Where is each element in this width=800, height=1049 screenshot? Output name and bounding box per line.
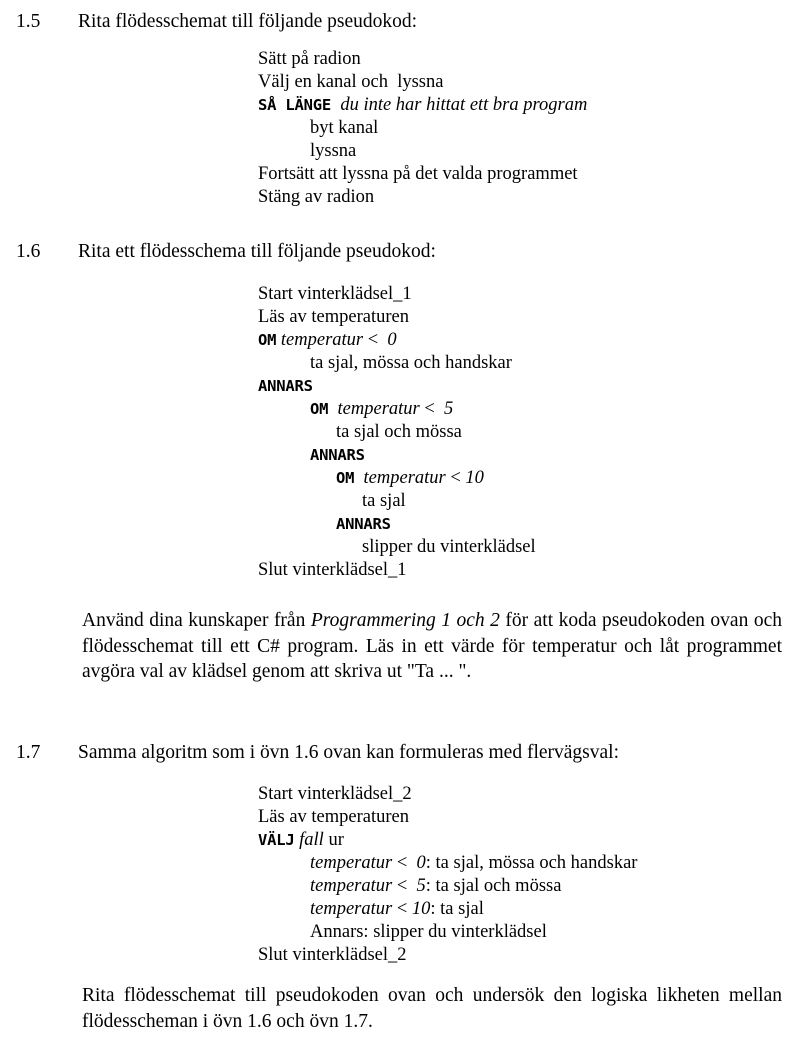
exercise-title: Samma algoritm som i övn 1.6 ovan kan formuleras med flervägsval: [78,742,620,763]
pseudocode-line [258,852,637,875]
pseudocode-line [258,490,536,513]
pseudocode-line [258,421,536,444]
pseudocode-regular-text: Läs av temperaturen [258,807,410,827]
exercise-1-5 [0,8,800,36]
pseudocode-line [258,48,587,71]
pseudocode-regular-text: Start vinterklädsel_2 [258,784,412,804]
pseudocode-line [258,513,536,536]
pseudocode-line [258,398,536,421]
pseudocode-italic-text: temperatur [310,876,393,896]
pseudocode-line [258,783,637,806]
pseudocode-italic-text: temperatur [337,399,420,419]
pseudocode-italic-text: temperatur [280,330,364,350]
pseudocode-line [258,117,587,140]
pseudocode-regular-text: < [419,399,440,419]
pseudocode-line [258,140,587,163]
pseudocode-regular-text: Sätt på radion [258,49,361,69]
pseudocode-regular-text [331,95,340,115]
pseudocode-regular-text: ur [323,830,344,850]
pseudocode-regular-text: Slut vinterklädsel_2 [258,945,407,965]
pseudocode-italic-text: temperatur [310,899,393,919]
pseudocode-keyword-text: ANNARS [336,515,391,533]
pseudocode-line [258,559,536,582]
pseudocode-regular-text: Annars: slipper du vinterklädsel [310,922,547,942]
paragraph-regular-text: Använd dina kunskaper från [82,610,311,631]
pseudocode-line [258,329,536,352]
pseudocode-regular-text: lyssna [310,141,357,161]
paragraph-regular-text: för att koda pseudokoden ovan och flödesschemat till ett [82,610,782,657]
exercise-heading [0,8,800,36]
pseudocode-italic-text: 10 [465,468,484,488]
pseudocode-line [258,944,637,967]
pseudocode-regular-text [328,399,337,419]
exercise-1-7 [0,739,800,767]
pseudocode-regular-text: < [445,468,466,488]
pseudocode-line [258,94,587,117]
exercise-number: 1.5 [16,11,41,32]
pseudocode-keyword-text: OM [336,469,355,487]
pseudocode-keyword-text: SÅ LÄNGE [258,96,332,114]
paragraph-regular-text: Rita flödesschemat till pseudokoden ovan och undersök den logiska likheten mellan flödesscheman i övn 1.6 och övn 1.7. [82,985,782,1032]
pseudocode-line [258,375,536,398]
pseudocode-keyword-text: ANNARS [258,377,313,395]
exercise-1-6 [0,238,800,266]
exercise-number: 1.6 [16,241,41,262]
pseudocode-regular-text: Slut vinterklädsel_1 [258,560,407,580]
pseudocode-regular-text: < [392,853,412,873]
pseudocode-regular-text: : ta sjal, mössa och handskar [425,853,638,873]
pseudocode-regular-text: < [392,876,412,896]
pseudocode-line [258,875,637,898]
paragraph-after-1-7 [82,983,782,1034]
pseudocode-regular-text: : ta sjal och mössa [425,876,562,896]
pseudocode-regular-text: : ta sjal [430,899,484,919]
pseudocode-line [258,806,637,829]
pseudocode-regular-text: Stäng av radion [258,187,375,207]
pseudocode-line [258,283,536,306]
exercise-number: 1.7 [16,742,41,763]
pseudocode-regular-text: slipper du vinterklädsel [362,537,536,557]
pseudocode-italic-text: temperatur [363,468,446,488]
pseudocode-line [258,467,536,490]
exercise-title: Rita ett flödesschema till följande pseudokod: [78,241,436,262]
pseudocode-italic-text: 10 [411,899,431,919]
pseudocode-line [258,186,587,209]
pseudocode-regular-text: Läs av temperaturen [258,307,410,327]
pseudocode-line [258,306,536,329]
pseudocode-line [258,921,637,944]
pseudocode-italic-text: 5 [439,399,454,419]
pseudocode-regular-text: < [363,330,383,350]
paragraph-after-1-6 [82,608,782,685]
exercise-title: Rita flödesschemat till följande pseudokod: [78,11,418,32]
pseudocode-block-1-7 [258,783,637,967]
pseudocode-line [258,163,587,186]
pseudocode-keyword-text: ANNARS [310,446,365,464]
pseudocode-keyword-text: VÄLJ [258,831,295,849]
pseudocode-line [258,898,637,921]
pseudocode-regular-text: Välj en kanal och lyssna [258,72,444,92]
pseudocode-italic-text: 0 [382,330,397,350]
pseudocode-regular-text: byt kanal [310,118,379,138]
pseudocode-regular-text: < [392,899,412,919]
pseudocode-italic-text: fall [299,830,324,850]
pseudocode-block-1-6 [258,283,536,582]
paragraph-regular-text: program. Läs in ett värde för temperatur och låt programmet avgöra val av klädsel genom att skriva ut "Ta ... ". [82,635,782,682]
paragraph-code-text: C# [257,635,280,657]
pseudocode-regular-text: ta sjal och mössa [336,422,462,442]
pseudocode-line [258,352,536,375]
pseudocode-keyword-text: OM [258,331,277,349]
pseudocode-line [258,71,587,94]
pseudocode-line [258,444,536,467]
pseudocode-regular-text: ta sjal, mössa och handskar [310,353,512,373]
paragraph-italic-text: Programmering 1 och 2 [310,610,500,631]
pseudocode-italic-text: temperatur [310,853,393,873]
pseudocode-regular-text: Fortsätt att lyssna på det valda programmet [258,164,578,184]
pseudocode-block-1-5 [258,48,587,209]
exercise-heading [0,739,800,767]
pseudocode-regular-text: Start vinterklädsel_1 [258,284,412,304]
pseudocode-italic-text: 5 [411,876,426,896]
pseudocode-italic-text: du inte har hittat ett bra program [340,95,588,115]
pseudocode-regular-text: ta sjal [362,491,406,511]
pseudocode-line [258,829,637,852]
pseudocode-italic-text: 0 [411,853,426,873]
pseudocode-line [258,536,536,559]
exercise-heading [0,238,800,266]
pseudocode-keyword-text: OM [310,400,329,418]
pseudocode-regular-text [354,468,363,488]
